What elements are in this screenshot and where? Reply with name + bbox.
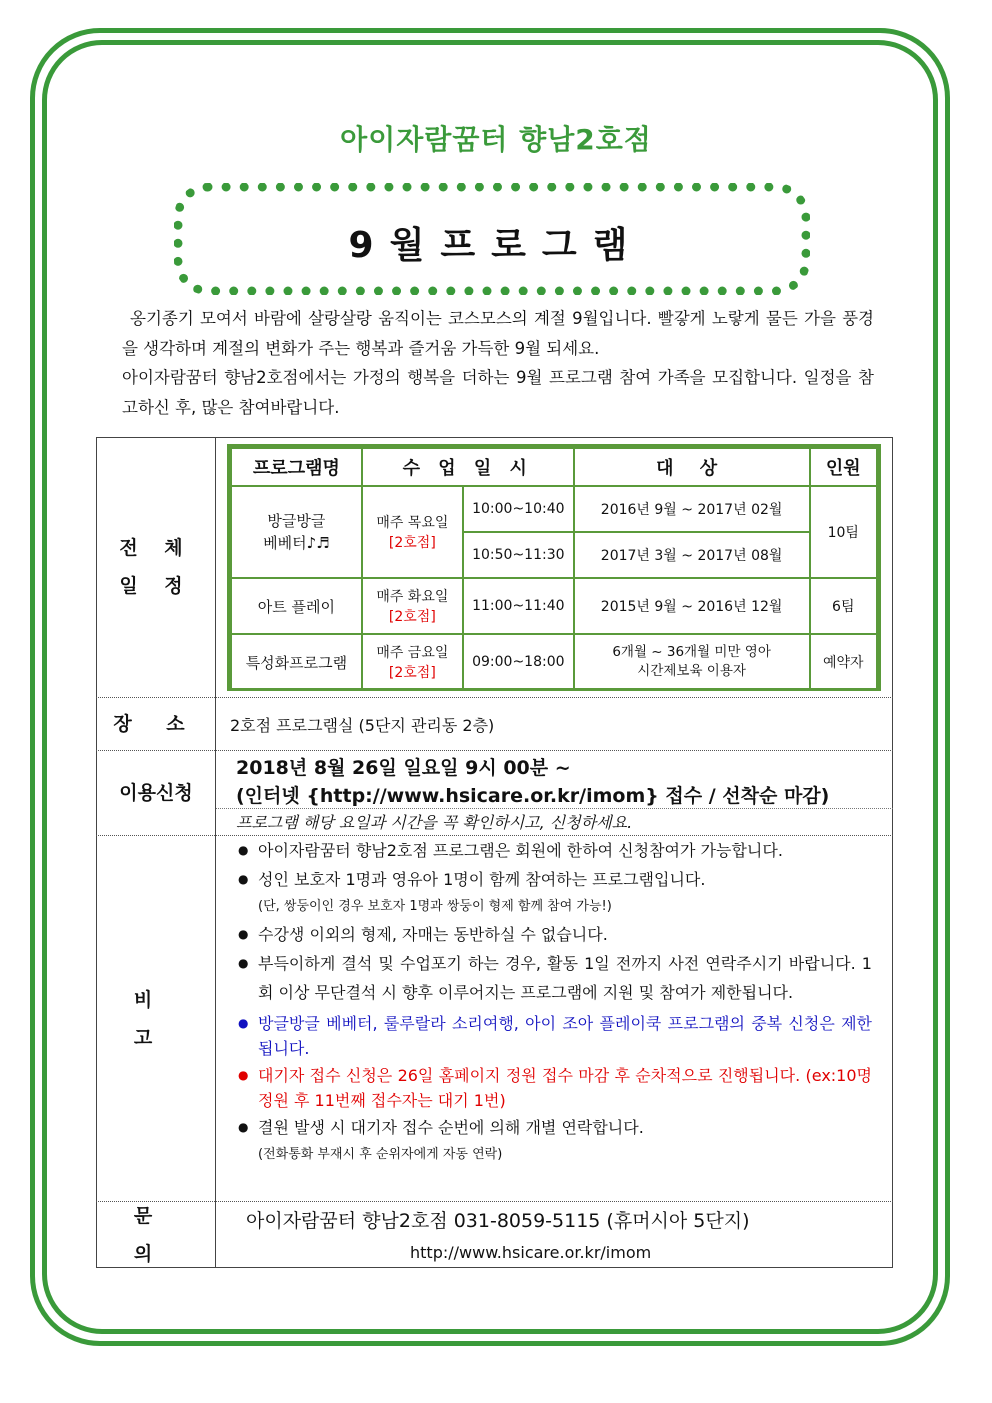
count-cell: 10팀	[810, 486, 878, 578]
label-schedule: 전 체 일 정	[119, 537, 193, 597]
note-item: ● 아이자람꿈터 향남2호점 프로그램은 회원에 한하여 신청참여가 가능합니다.	[236, 836, 872, 865]
note-item: ● 결원 발생 시 대기자 접수 순번에 의해 개별 연락합니다.	[236, 1113, 872, 1142]
intro-paragraph-2: 아이자람꿈터 향남2호점에서는 가정의 행복을 더하는 9월 프로그램 참여 가족을 모집합니다. 일정을 참고하신 후, 많은 참여바랍니다.	[122, 368, 874, 417]
program-name: 아트 플레이	[231, 578, 362, 634]
note-item-blue: ● 방글방글 베베터, 룰루랄라 소리여행, 아이 조아 플레이쿡 프로그램의 중복 신청은 제한됩니다.	[236, 1011, 872, 1061]
notes-list	[236, 836, 872, 1168]
day-label: 매주 화요일	[376, 589, 449, 605]
time-cell: 11:00~11:40	[463, 578, 574, 634]
program-title: 9월프로그램	[348, 225, 644, 266]
label-place: 장 소	[113, 713, 199, 735]
label-notes: 비 고	[133, 988, 179, 1049]
intro-text	[122, 304, 874, 422]
note-item: ● 수강생 이외의 형제, 자매는 동반하실 수 없습니다.	[236, 920, 872, 949]
program-day	[362, 486, 463, 578]
branch-label: [2호점]	[388, 665, 436, 681]
program-day	[362, 634, 463, 690]
header-count: 인원	[810, 448, 878, 486]
intro-paragraph-1: 옹기종기 모여서 바람에 살랑살랑 움직이는 코스모스의 계절 9월입니다. 빨갛게 노랗게 물든 가을 풍경을 생각하며 계절의 변화가 주는 행복과 즐거움 가득한 9월 되세요.	[122, 309, 874, 358]
note-sub: (전화통화 부재시 후 순위자에게 자동 연락)	[258, 1147, 503, 1162]
count-cell: 6팀	[810, 578, 878, 634]
target-cell: 2017년 3월 ~ 2017년 08월	[574, 532, 810, 578]
target-cell: 2015년 9월 ~ 2016년 12월	[574, 578, 810, 634]
header-target: 대 상	[574, 448, 810, 486]
org-title: 아이자람꿈터 향남2호점	[340, 123, 652, 156]
day-label: 매주 목요일	[376, 515, 449, 531]
time-cell: 09:00~18:00	[463, 634, 574, 690]
label-contact: 문 의	[133, 1205, 179, 1265]
schedule-table	[227, 444, 881, 691]
note-sub: (단, 쌍둥이인 경우 보호자 1명과 쌍둥이 형제 함께 참여 가능!)	[258, 899, 612, 914]
apply-method: (인터넷 {http://www.hsicare.or.kr/imom} 접수 / 선착순 마감)	[236, 785, 830, 807]
target-cell: 6개월 ~ 36개월 미만 영아 시간제보육 이용자	[574, 634, 810, 690]
program-day	[362, 578, 463, 634]
day-label: 매주 금요일	[376, 645, 449, 661]
apply-date: 2018년 8월 26일 일요일 9시 00분 ~	[236, 757, 571, 779]
count-cell: 예약자	[810, 634, 878, 690]
note-item-red: ● 대기자 접수 신청은 26일 홈페이지 정원 접수 마감 후 순차적으로 진행됩니다. (ex:10명 정원 후 11번째 접수자는 대기 1번)	[236, 1063, 872, 1113]
label-apply: 이용신청	[119, 782, 193, 804]
note-item: ● 성인 보호자 1명과 영유아 1명이 함께 참여하는 프로그램입니다.	[236, 865, 872, 894]
branch-label: [2호점]	[388, 609, 436, 625]
program-name: 특성화프로그램	[231, 634, 362, 690]
time-cell: 10:00~10:40	[463, 486, 574, 532]
header-program: 프로그램명	[231, 448, 362, 486]
branch-label: [2호점]	[388, 535, 436, 551]
time-cell: 10:50~11:30	[463, 532, 574, 578]
note-item: ● 부득이하게 결석 및 수업포기 하는 경우, 활동 1일 전까지 사전 연락주시기 바랍니다. 1회 이상 무단결석 시 향후 이루어지는 프로그램에 지원 및 참여가 제한됩니다.	[236, 949, 872, 1007]
contact-url[interactable]: http://www.hsicare.or.kr/imom	[410, 1243, 652, 1262]
place-text: 2호점 프로그램실 (5단지 관리동 2층)	[230, 716, 495, 735]
program-name: 방글방글 베베터♪♬	[231, 486, 362, 578]
header-time: 수 업 일 시	[362, 448, 574, 486]
contact-line: 아이자람꿈터 향남2호점 031-8059-5115 (휴머시아 5단지)	[246, 1210, 750, 1232]
apply-note: 프로그램 해당 요일과 시간을 꼭 확인하시고, 신청하세요.	[236, 813, 633, 832]
target-cell: 2016년 9월 ~ 2017년 02월	[574, 486, 810, 532]
sub-separator	[216, 808, 893, 809]
